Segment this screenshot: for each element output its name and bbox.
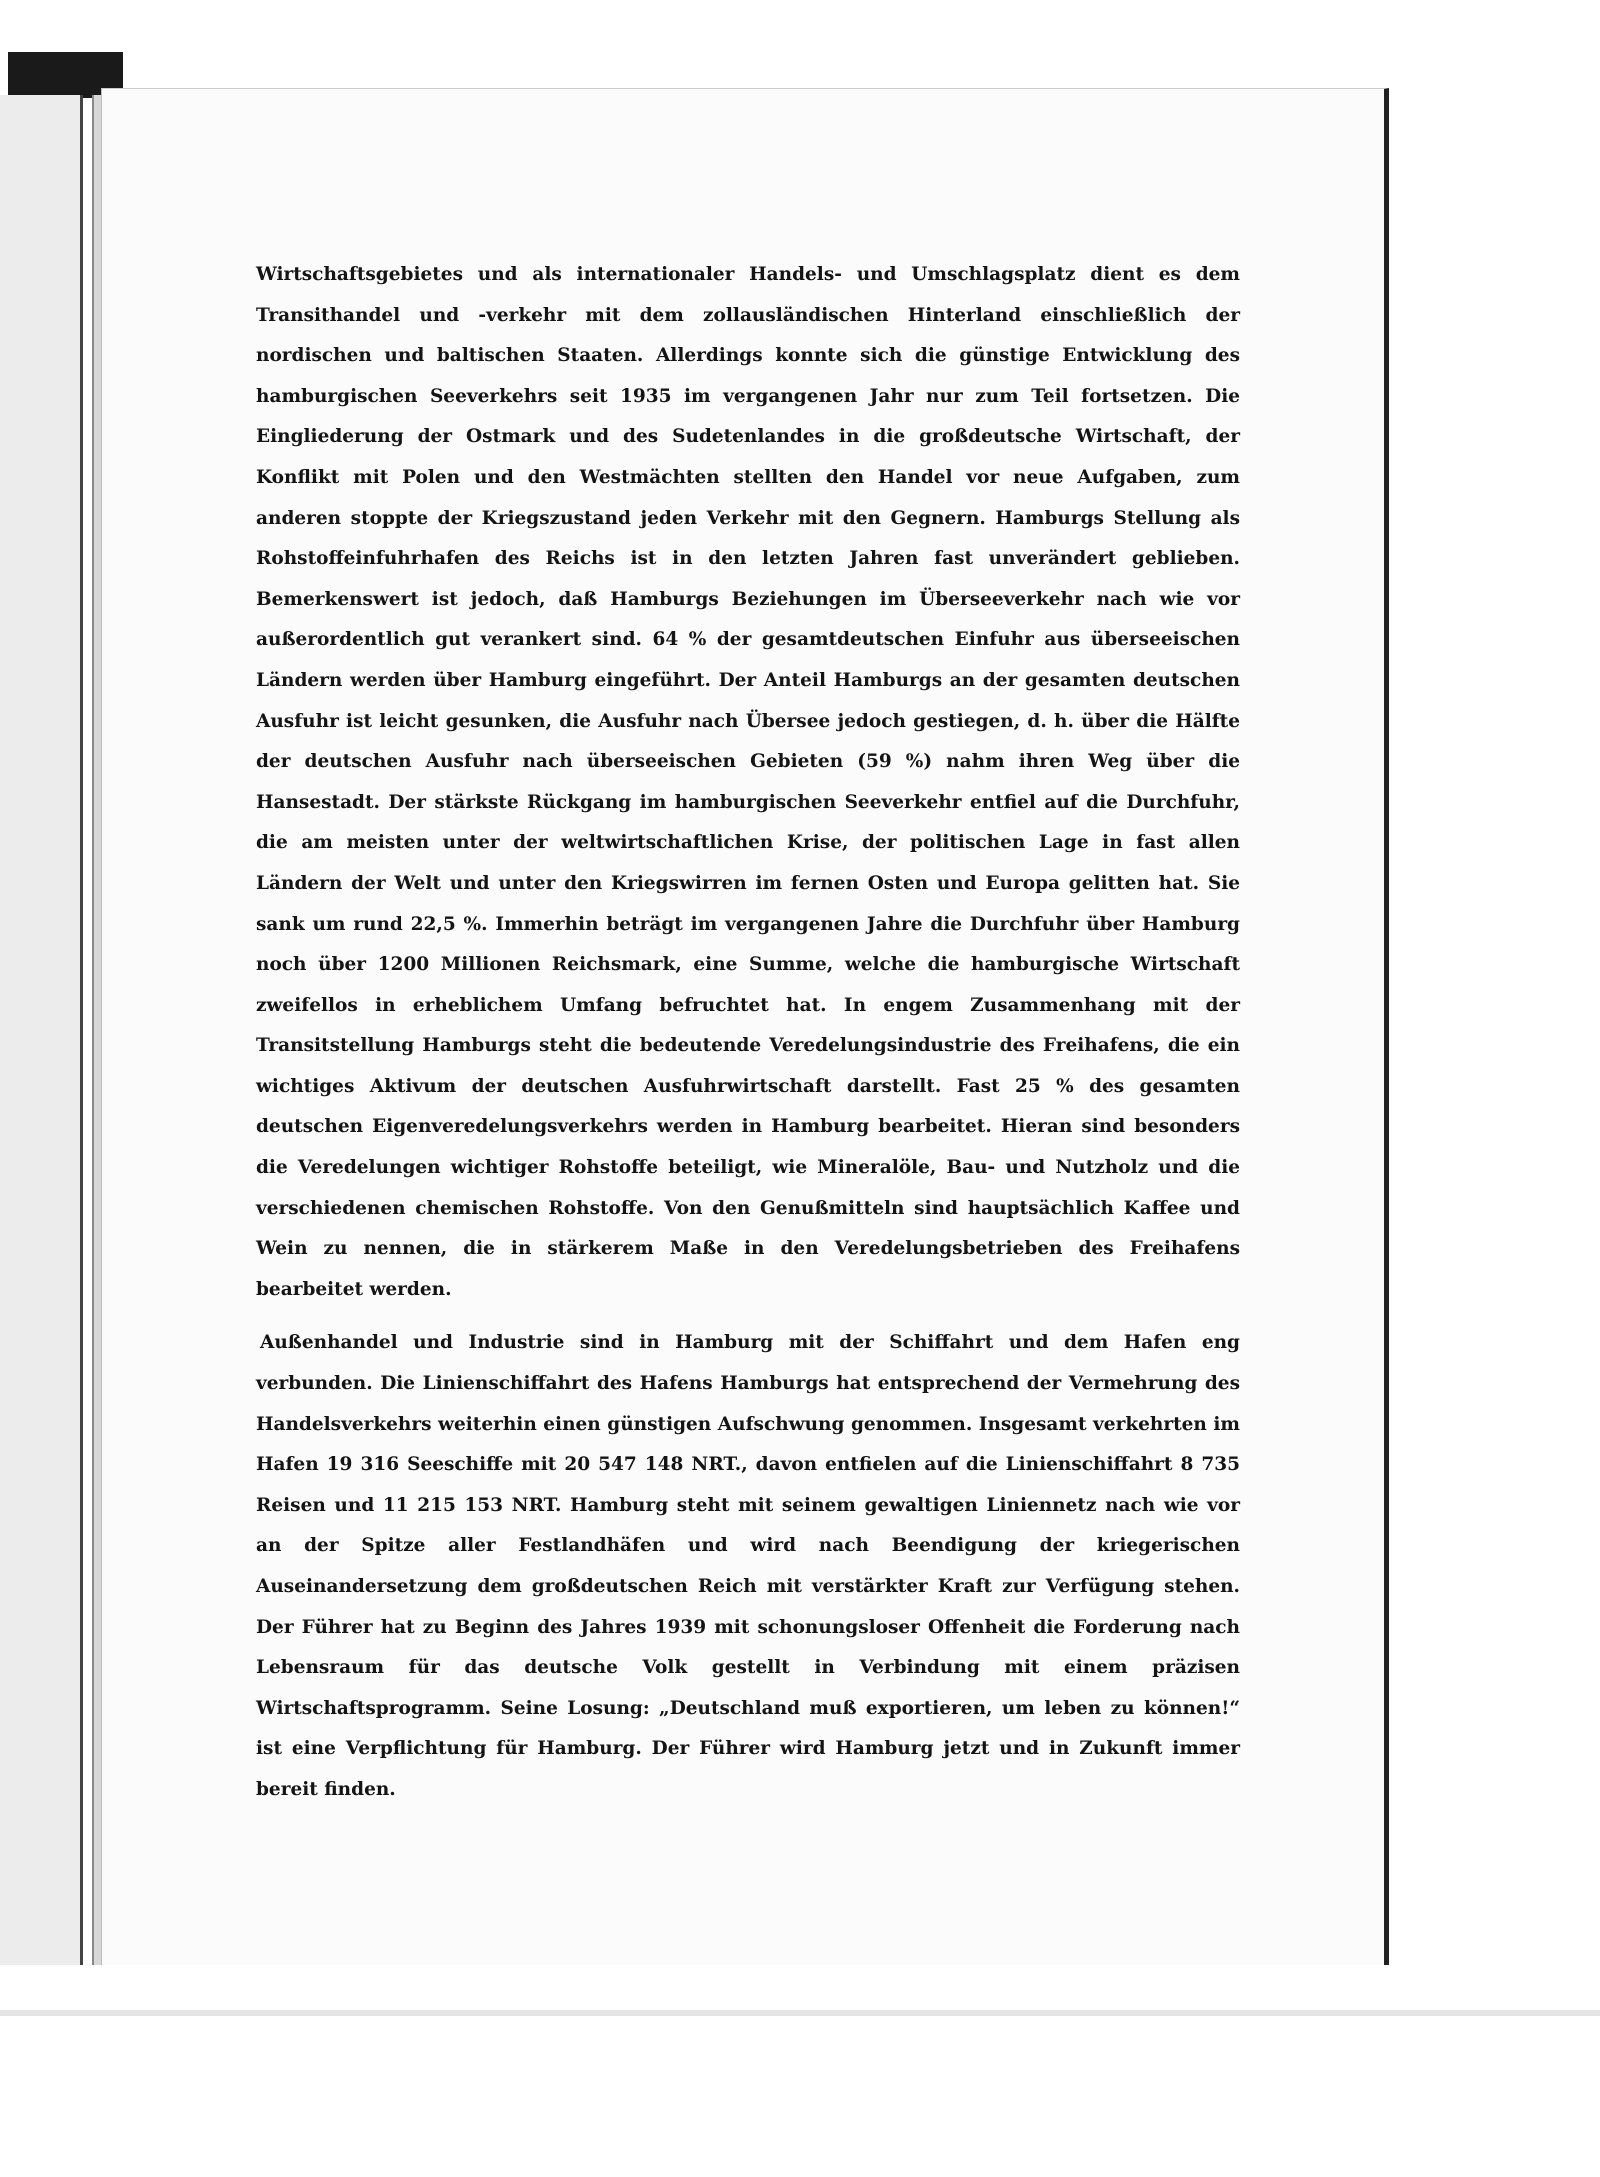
paragraph-2: Außenhandel und Industrie sind in Hamburg mit der Schiffahrt und dem Hafen eng verbunden. Die Linienschiffahrt des Hafens Hamburgs hat entsprechend der Vermehrung des Handelsverkehrs weiterhin einen günstigen Aufschwung genommen. Insgesamt verkehrten im Hafen 19 316 Seeschiffe mit 20 547 148 NRT., davon entfielen auf die Linienschiffahrt 8 735 Reisen und 11 215 153 NRT. Hamburg steht mit seinem gewaltigen Liniennetz nach wie vor an der Spitze aller Festlandhäfen und wird nach Beendigung der kriegerischen Auseinandersetzung dem großdeutschen Reich mit verstärkter Kraft zur Verfügung stehen. Der Führer hat zu Beginn des Jahres 1939 mit schonungsloser Offenheit die Forderung nach Lebensraum für das deutsche Volk gestellt in Verbindung mit einem präzisen Wirtschaftsprogramm. Seine Losung: „Deutschland muß exportieren, um leben zu können!“ ist eine Verpflichtung für Hamburg. Der Führer wird Hamburg jetzt und in Zukunft immer bereit finden. <box>256 1332 1240 1800</box>
paragraph-1: Wirtschaftsgebietes und als internationaler Handels- und Umschlagsplatz dient es dem Transithandel und -verkehr mit dem zollausländischen Hinterland einschließlich der nordischen und baltischen Staaten. Allerdings konnte sich die günstige Entwicklung des hamburgischen Seeverkehrs seit 1935 im vergangenen Jahr nur zum Teil fortsetzen. Die Eingliederung der Ostmark und des Sudetenlandes in die großdeutsche Wirtschaft, der Konflikt mit Polen und den Westmächten stellten den Handel vor neue Aufgaben, zum anderen stoppte der Kriegszustand jeden Verkehr mit den Gegnern. Hamburgs Stellung als Rohstoffeinfuhrhafen des Reichs ist in den letzten Jahren fast unverändert geblieben. Bemerkenswert ist jedoch, daß Hamburgs Beziehungen im Überseeverkehr nach wie vor außerordentlich gut verankert sind. 64 % der gesamtdeutschen Einfuhr aus überseeischen Ländern werden über Hamburg eingeführt. Der Anteil Hamburgs an der gesamten deutschen Ausfuhr ist leicht gesunken, die Ausfuhr nach Übersee jedoch gestiegen, d. h. über die Hälfte der deutschen Ausfuhr nach überseeischen Gebieten (59 %) nahm ihren Weg über die Hansestadt. Der stärkste Rückgang im hamburgischen Seeverkehr entfiel auf die Durchfuhr, die am meisten unter der weltwirtschaftlichen Krise, der politischen Lage in fast allen Ländern der Welt und unter den Kriegswirren im fernen Osten und Europa gelitten hat. Sie sank um rund 22,5 %. Immerhin beträgt im vergangenen Jahre die Durchfuhr über Hamburg noch über 1200 Millionen Reichsmark, eine Summe, welche die hamburgische Wirtschaft zweifellos in erheblichem Umfang befruchtet hat. In engem Zusammenhang mit der Transitstellung Hamburgs steht die bedeutende Veredelungsindustrie des Freihafens, die ein wichtiges Aktivum der deutschen Ausfuhrwirtschaft darstellt. Fast 25 % des gesamten deutschen Eigenveredelungsverkehrs werden in Hamburg bearbeitet. Hieran sind besonders die Veredelungen wichtiger Rohstoffe beteiligt, wie Mineralöle, Bau- und Nutzholz und die verschiedenen chemischen Rohstoffe. Von den Genußmitteln sind hauptsächlich Kaffee und Wein zu nennen, die in stärkerem Maße in den Veredelungsbetrieben des Freihafens bearbeitet werden. <box>256 264 1240 1300</box>
body-text <box>256 255 1240 1811</box>
left-page-margin <box>0 95 83 1965</box>
page-bottom-edge <box>0 2010 1600 2016</box>
